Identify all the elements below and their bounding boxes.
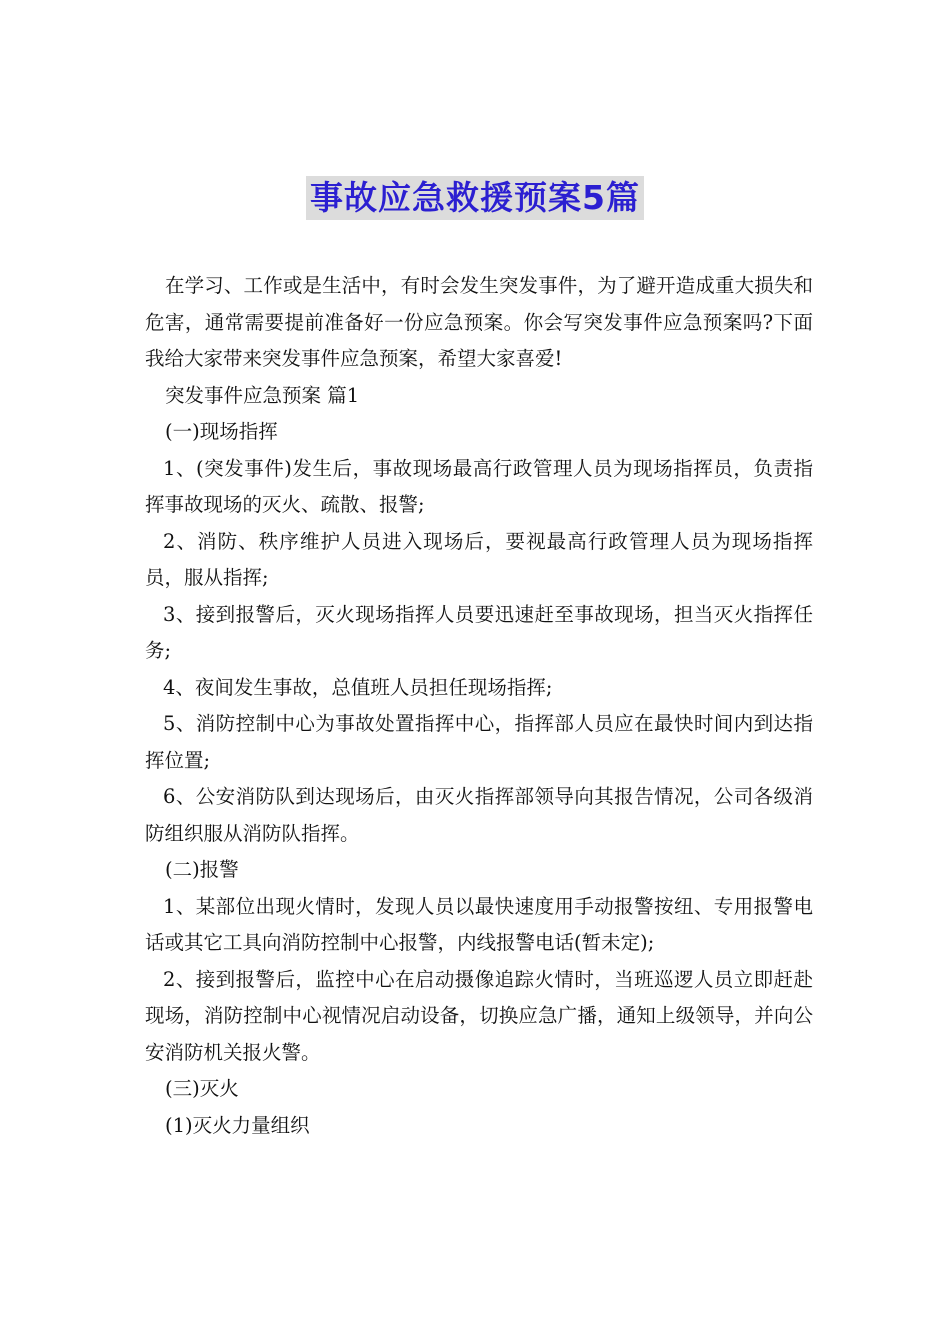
subsection-heading: (1)灭火力量组织 bbox=[165, 1113, 310, 1137]
list-item: 4、夜间发生事故，总值班人员担任现场指挥; bbox=[163, 675, 553, 699]
list-item: 2、消防、秩序维护人员进入现场后，要视最高行政管理人员为现场指挥员，服从指挥; bbox=[145, 529, 813, 589]
list-item: 5、消防控制中心为事故处置指挥中心，指挥部人员应在最快时间内到达指挥位置; bbox=[145, 712, 813, 772]
intro-paragraph: 在学习、工作或是生活中，有时会发生突发事件，为了避开造成重大损失和危害，通常需要提前准备好一份应急预案。你会写突发事件应急预案吗?下面我给大家带来突发事件应急预案，希望大家喜爱! bbox=[145, 274, 813, 370]
document-body bbox=[145, 268, 813, 1144]
list-item: 3、接到报警后，灭火现场指挥人员要迅速赶至事故现场，担当灭火指挥任务; bbox=[145, 602, 813, 662]
subsection-heading: (三)灭火 bbox=[165, 1077, 239, 1100]
list-item: 6、公安消防队到达现场后，由灭火指挥部领导向其报告情况，公司各级消防组织服从消防队指挥。 bbox=[145, 785, 813, 845]
section-heading: 突发事件应急预案 篇1 bbox=[165, 383, 360, 407]
list-item: 1、(突发事件)发生后，事故现场最高行政管理人员为现场指挥员，负责指挥事故现场的灭火、疏散、报警; bbox=[145, 456, 813, 516]
subsection-heading: (二)报警 bbox=[165, 858, 239, 881]
title-container bbox=[0, 176, 950, 220]
document-title: 事故应急救援预案5篇 bbox=[306, 176, 644, 220]
list-item: 1、某部位出现火情时，发现人员以最快速度用手动报警按纽、专用报警电话或其它工具向消防控制中心报警，内线报警电话(暂未定); bbox=[145, 894, 813, 954]
subsection-heading: (一)现场指挥 bbox=[165, 420, 278, 443]
list-item: 2、接到报警后，监控中心在启动摄像追踪火情时，当班巡逻人员立即赶赴现场，消防控制中心视情况启动设备，切换应急广播，通知上级领导，并向公安消防机关报火警。 bbox=[145, 967, 813, 1064]
